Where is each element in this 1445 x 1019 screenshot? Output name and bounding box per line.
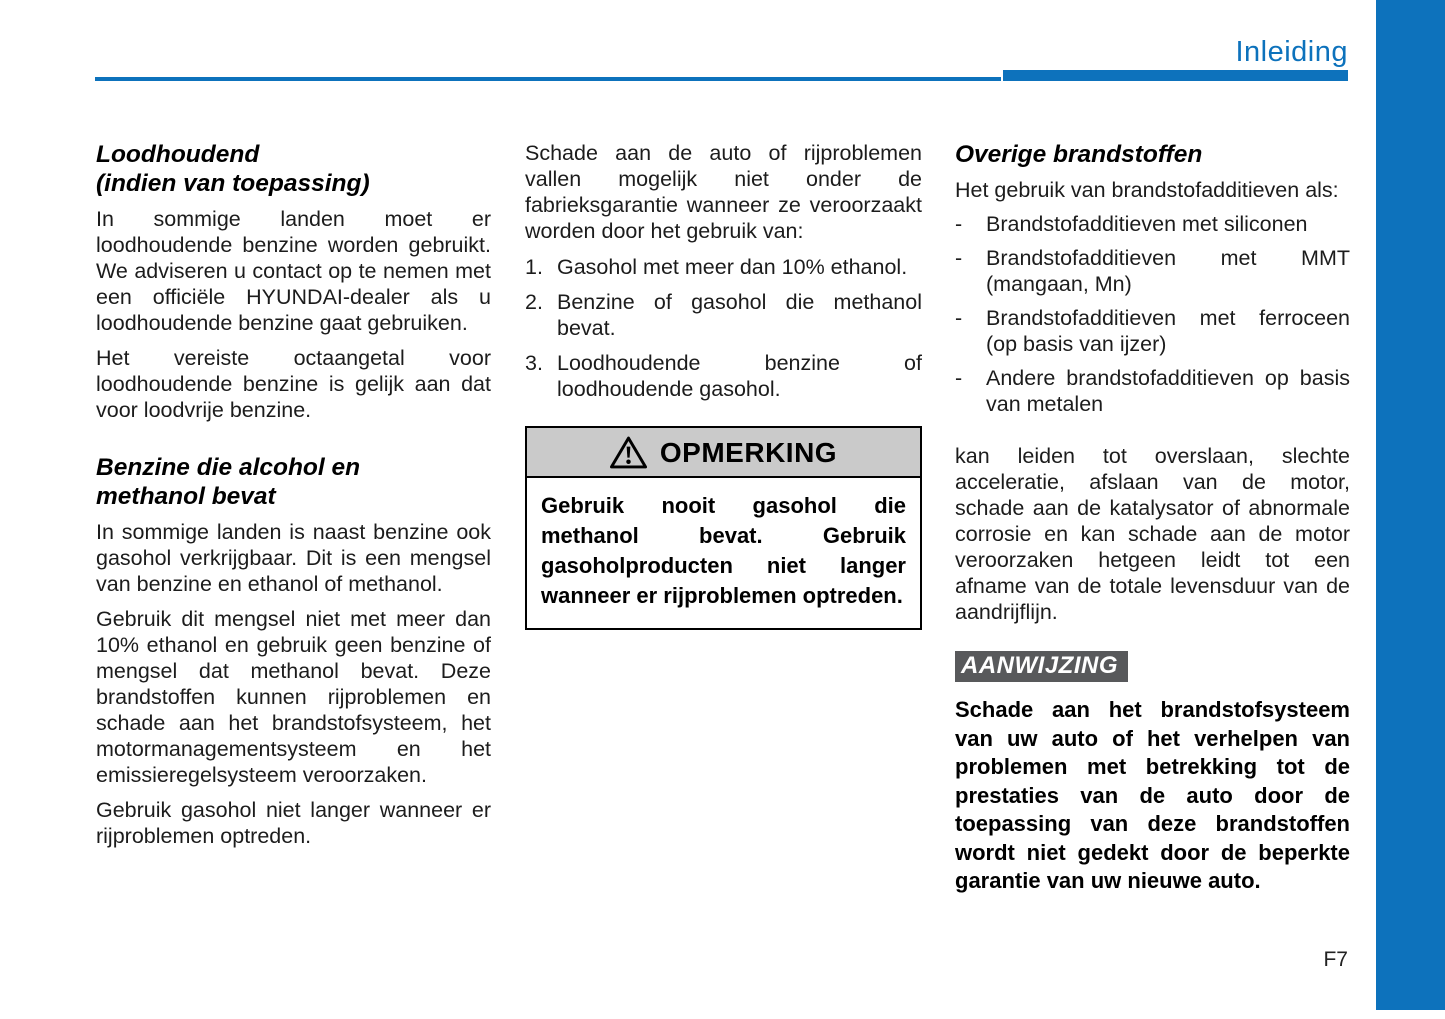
paragraph: Gebruik dit mengsel niet met meer dan 10% ethanol en gebruik geen benzine of mengsel dat methanol bevat. Deze brandstoffen kunnen rijproblemen en schade aan het brandstofsysteem, het motormanagementsysteem en het emissieregelsysteem veroorzaken. xyxy=(96,607,491,787)
column-middle xyxy=(525,140,922,630)
list-dash: - xyxy=(955,212,963,236)
list-item xyxy=(955,305,1350,357)
page-number: F7 xyxy=(1323,948,1348,971)
notice-box-opmerking xyxy=(525,426,922,630)
header-rule-thin xyxy=(95,77,1001,81)
heading-line: (indien van toepassing) xyxy=(96,170,370,197)
list-number: 1. xyxy=(525,255,543,279)
list-dash: - xyxy=(955,366,963,390)
column-right xyxy=(955,140,1350,896)
dash-list xyxy=(955,211,1350,417)
heading-line: Loodhoudend xyxy=(96,141,260,168)
paragraph: In sommige landen is naast benzine ook gasohol verkrijgbaar. Dit is een mengsel van benzine en ethanol of methanol. xyxy=(96,520,491,596)
section-heading-overige-brandstoffen: Overige brandstoffen xyxy=(955,141,1203,168)
paragraph: kan leiden tot overslaan, slechte acceleratie, afslaan van de motor, schade aan de katalysator of abnormale corrosie en kan schade aan de motor veroorzaken hetgeen leidt tot een afname van de totale levensduur van de aandrijflijn. xyxy=(955,444,1350,624)
column-left xyxy=(96,140,491,849)
section-heading-benzine-alcohol xyxy=(96,453,491,511)
notice-box-header xyxy=(527,428,920,478)
list-item-text: Andere brandstofadditieven op basis van metalen xyxy=(986,366,1350,416)
list-item-text: Brandstofadditieven met ferroceen (op basis van ijzer) xyxy=(986,306,1350,356)
notice-box-body: Gebruik nooit gasohol die methanol bevat. Gebruik gasoholproducten niet langer wanneer er rijproblemen optreden. xyxy=(541,493,906,608)
list-item-text: Benzine of gasohol die methanol bevat. xyxy=(557,290,922,340)
notice-body: Schade aan het brandstofsysteem van uw auto of het verhelpen van problemen met betrekking tot de prestaties van de auto door de toepassing van deze brandstoffen wordt niet gedekt door de beperkte garantie van uw nieuwe auto. xyxy=(955,697,1350,893)
paragraph: Gebruik gasohol niet langer wanneer er rijproblemen optreden. xyxy=(96,798,491,848)
notice-box-title: OPMERKING xyxy=(659,436,838,468)
list-dash: - xyxy=(955,306,963,330)
paragraph: In sommige landen moet er loodhoudende benzine worden gebruikt. We adviseren u contact op te nemen met een officiële HYUNDAI-dealer als u loodhoudende benzine gaat gebruiken. xyxy=(96,207,491,335)
list-item xyxy=(525,254,922,280)
list-item xyxy=(525,350,922,402)
numbered-list xyxy=(525,254,922,402)
paragraph: Schade aan de auto of rijproblemen vallen mogelijk niet onder de fabrieksgarantie wanneer ze veroorzaakt worden door het gebruik van: xyxy=(525,141,922,243)
list-number: 3. xyxy=(525,351,543,375)
notice-label-aanwijzing: AANWIJZING xyxy=(955,651,1128,682)
header-rule-thick xyxy=(1003,70,1348,81)
list-item-text: Brandstofadditieven met siliconen xyxy=(986,212,1308,236)
warning-icon xyxy=(610,436,647,469)
list-item xyxy=(955,365,1350,417)
page-title: Inleiding xyxy=(1235,36,1348,68)
paragraph: Het vereiste octaangetal voor loodhoudende benzine is gelijk aan dat voor loodvrije benzine. xyxy=(96,346,491,422)
list-dash: - xyxy=(955,246,963,270)
section-heading-loodhoudend xyxy=(96,140,491,198)
list-item xyxy=(955,245,1350,297)
list-item-text: Gasohol met meer dan 10% ethanol. xyxy=(557,255,908,279)
list-item-text: Loodhoudende benzine of loodhoudende gasohol. xyxy=(557,351,922,401)
heading-line: methanol bevat xyxy=(96,483,276,510)
list-item xyxy=(525,289,922,341)
heading-line: Benzine die alcohol en xyxy=(96,454,361,481)
paragraph: Het gebruik van brandstofadditieven als: xyxy=(955,178,1339,202)
list-item xyxy=(955,211,1350,237)
list-number: 2. xyxy=(525,290,543,314)
chapter-side-bar xyxy=(1376,0,1445,1010)
list-item-text: Brandstofadditieven met MMT (mangaan, Mn) xyxy=(986,246,1350,296)
